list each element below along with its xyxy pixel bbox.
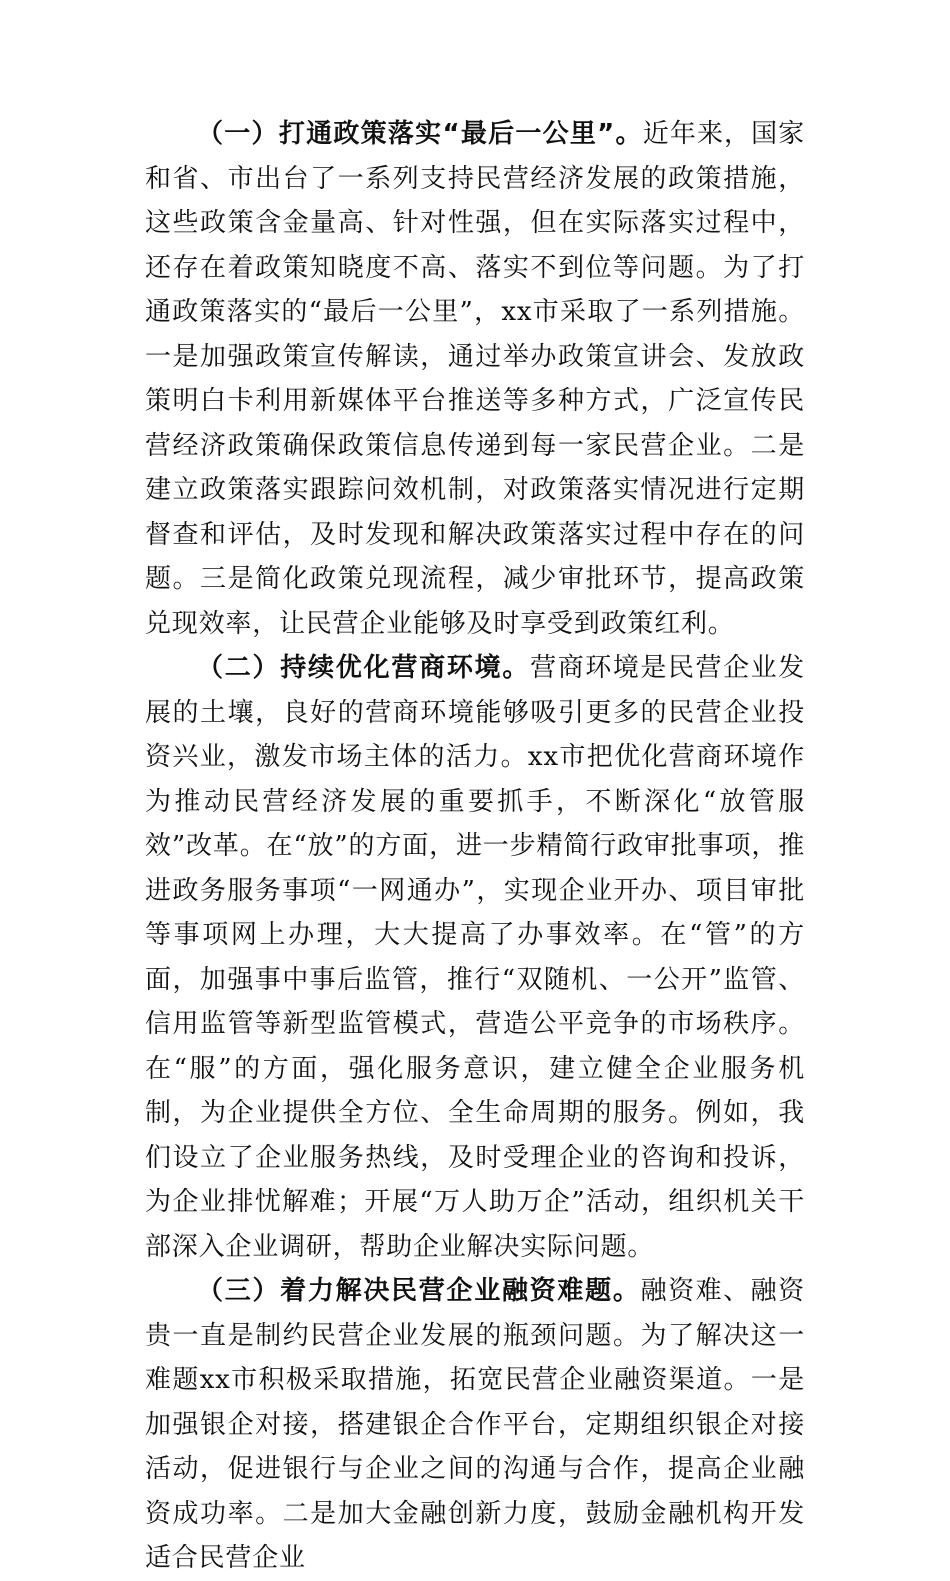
paragraph-heading: （二）持续优化营商环境。 <box>197 653 531 683</box>
paragraph-body: 融资难、融资贵一直是制约民营企业发展的瓶颈问题。为了解决这一难题xx市积极采取措施，拓宽民营企业融资渠道。一是加强银企对接，搭建银企合作平台，定期组织银企对接活动，促进银行与企业之间的沟通与合作，提高企业融资成功率。二是加大金融创新力度，鼓励金融机构开发适合民营企业 <box>145 1276 805 1573</box>
paragraph-financing <box>145 1269 805 1581</box>
paragraph-heading: （一）打通政策落实“最后一公里”。 <box>197 119 643 149</box>
paragraph-heading: （三）着力解决民营企业融资难题。 <box>197 1276 641 1306</box>
paragraph-body: 近年来，国家和省、市出台了一系列支持民营经济发展的政策措施，这些政策含金量高、针对性强，但在实际落实过程中，还存在着政策知晓度不高、落实不到位等问题。为了打通政策落实的“最后一公里”，xx市采取了一系列措施。一是加强政策宣传解读，通过举办政策宣讲会、发放政策明白卡利用新媒体平台推送等多种方式，广泛宣传民营经济政策确保政策信息传递到每一家民营企业。二是建立政策落实跟踪问效机制，对政策落实情况进行定期督查和评估，及时发现和解决政策落实过程中存在的问题。三是简化政策兑现流程，减少审批环节，提高政策兑现效率，让民营企业能够及时享受到政策红利。 <box>145 119 805 639</box>
document-page <box>145 112 805 1581</box>
paragraph-body: 营商环境是民营企业发展的土壤，良好的营商环境能够吸引更多的民营企业投资兴业，激发市场主体的活力。xx市把优化营商环境作为推动民营经济发展的重要抓手，不断深化“放管服效”改革。在“放”的方面，进一步精简行政审批事项，推进政务服务事项“一网通办”，实现企业开办、项目审批等事项网上办理，大大提高了办事效率。在“管”的方面，加强事中事后监管，推行“双随机、一公开”监管、信用监管等新型监管模式，营造公平竞争的市场秩序。在“服”的方面，强化服务意识，建立健全企业服务机制，为企业提供全方位、全生命周期的服务。例如，我们设立了企业服务热线，及时受理企业的咨询和投诉，为企业排忧解难；开展“万人助万企”活动，组织机关干部深入企业调研，帮助企业解决实际问题。 <box>145 653 805 1262</box>
paragraph-business-environment <box>145 646 805 1269</box>
paragraph-policy-implementation <box>145 112 805 646</box>
